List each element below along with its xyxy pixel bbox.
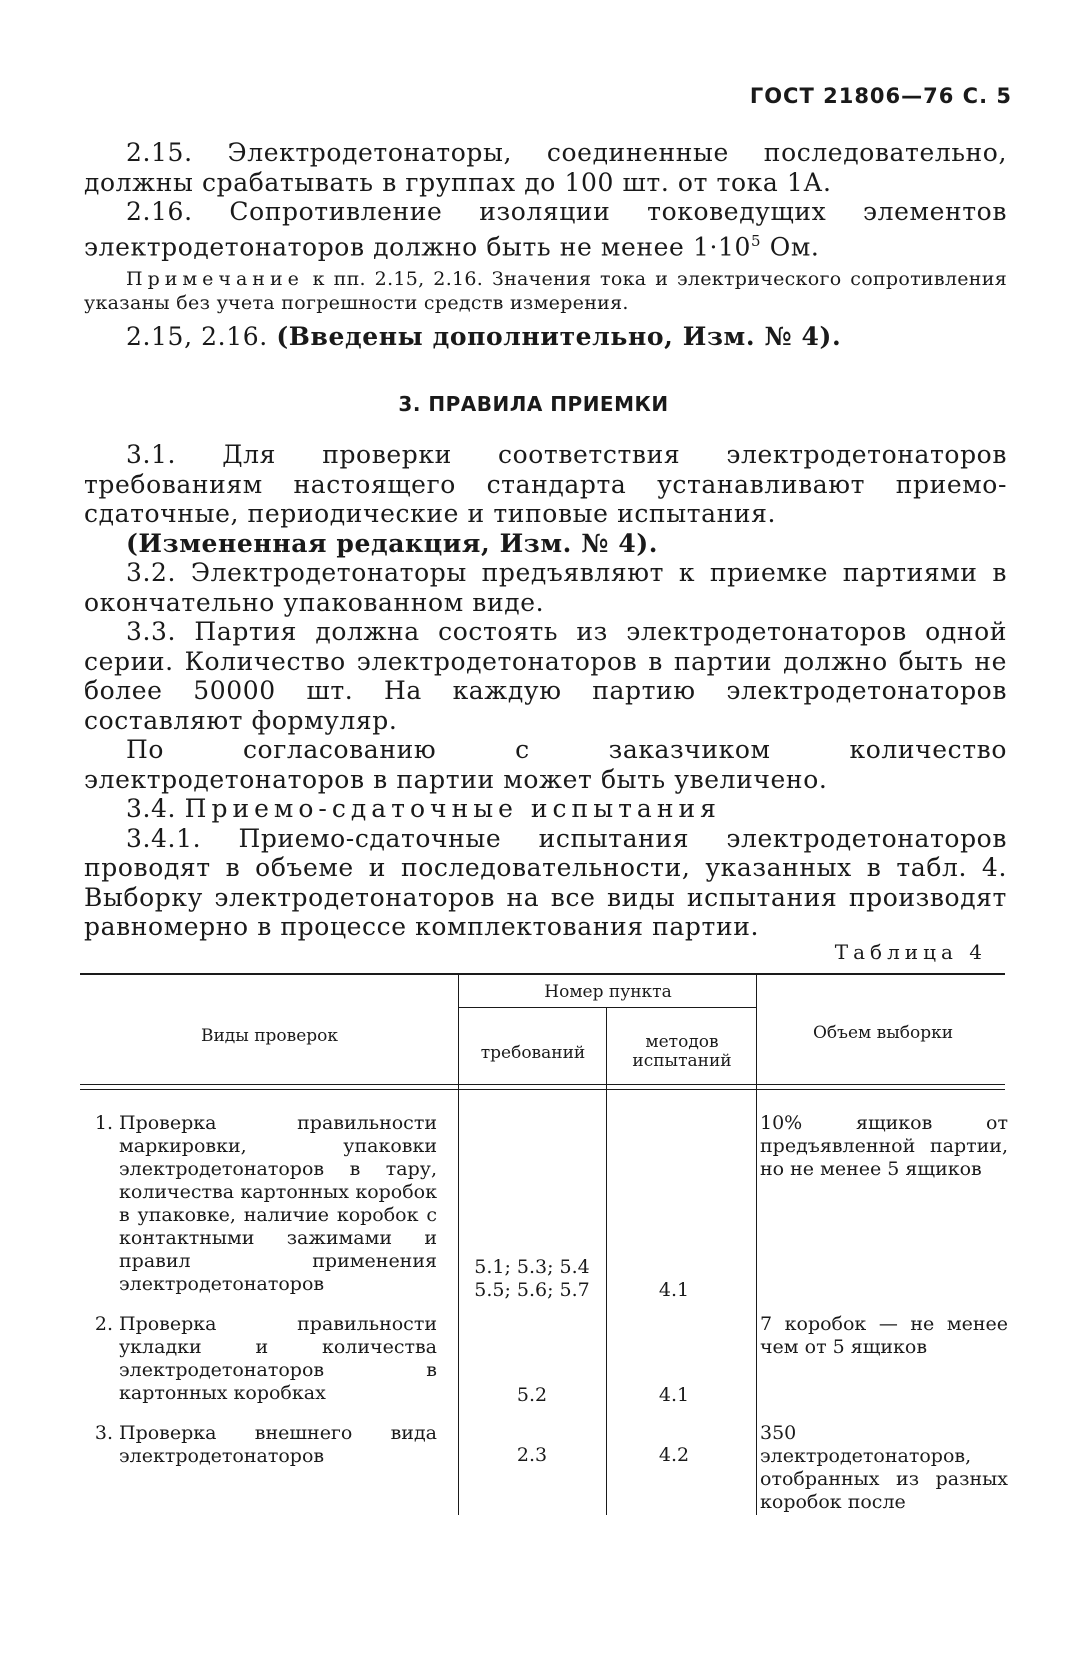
- table-row-3-method: 4.2: [658, 1444, 690, 1466]
- table-row-2-requirements: 5.2: [516, 1384, 548, 1406]
- page-header: ГОСТ 21806—76 С. 5: [749, 84, 1012, 108]
- table-row-3-requirements: 2.3: [516, 1444, 548, 1466]
- section-heading-3: 3. ПРАВИЛА ПРИЕМКИ: [398, 392, 669, 416]
- clause-3-4-1: 3.4.1. Приемо-сдаточные испытания электродетонаторов проводят в объеме и последовательности, указанных в табл. 4. Выборку электродетонаторов на все виды испытания производят равномерно в процессе комплектования партии.: [84, 823, 1007, 941]
- header-bottom-rule-1: [80, 1084, 1005, 1085]
- table-row-2-type: 2. Проверка правильности укладки и количества электродетонаторов в картонных коробках: [94, 1313, 437, 1404]
- clause-3-3-agreement: По согласованию с заказчиком количество электродетонаторов в партии может быть увеличено.: [84, 735, 1007, 794]
- amendment-2-15-2-16: 2.15, 2.16. (Введены дополнительно, Изм. № 4).: [126, 322, 842, 351]
- col-divider-1: [458, 975, 459, 1515]
- subheader-rule: [459, 1007, 757, 1008]
- col-divider-2: [606, 1008, 607, 1515]
- clause-3-2: 3.2. Электродетонаторы предъявляют к приемке партиями в окончательно упакованном виде.: [84, 558, 1007, 617]
- note-text: к пп. 2.15, 2.16. Значения тока и электрического сопротивления указаны без учета погрешности средств измерения.: [84, 268, 1007, 314]
- header-bottom-rule-2: [80, 1089, 1005, 1090]
- table-row-3-type: 3. Проверка внешнего вида электродетонаторов: [94, 1422, 437, 1467]
- table-top-rule: [80, 973, 1005, 975]
- clause-2-15: 2.15. Электродетонаторы, соединенные последовательно, должны срабатывать в группах до 100 шт. от тока 1А.: [84, 138, 1007, 197]
- clause-3-1: 3.1. Для проверки соответствия электродетонаторов требованиям настоящего стандарта устанавливают приемо-сдаточные, периодические и типовые испытания.: [84, 440, 1007, 528]
- note-label: Примечание: [126, 268, 304, 290]
- note-2-15-2-16: [84, 267, 1007, 315]
- col-divider-3: [756, 975, 757, 1515]
- clause-3-1-amendment: (Измененная редакция, Изм. № 4).: [126, 528, 659, 558]
- table-row-1-requirements: 5.1; 5.3; 5.4 5.5; 5.6; 5.7: [474, 1256, 590, 1301]
- header-methods: методов испытаний: [632, 1032, 732, 1071]
- header-sample-size: Объем выборки: [812, 1023, 954, 1043]
- table-row-1-type: 1. Проверка правильности маркировки, упаковки электродетонаторов в тару, количества картонных коробок в упаковке, наличие коробок с контактными зажимами и правил применения электродетонаторов: [94, 1112, 437, 1295]
- header-requirements: требований: [480, 1043, 586, 1063]
- clause-3-4: 3.4. Приемо-сдаточные испытания: [126, 794, 721, 823]
- header-types: Виды проверок: [200, 1026, 339, 1046]
- clause-3-3: 3.3. Партия должна состоять из электродетонаторов одной серии. Количество электродетонаторов в партии должно быть не более 50000 шт. На каждую партию электродетонаторов составляют формуляр.: [84, 617, 1007, 735]
- table-row-1-method: 4.1: [658, 1279, 690, 1301]
- table-row-3-sample: 350 электродетонаторов, отобранных из разных коробок после: [760, 1422, 1008, 1513]
- table-row-2-sample: 7 коробок — не менее чем от 5 ящиков: [760, 1313, 1008, 1358]
- section-3-body: [84, 440, 1007, 942]
- table-row-1-sample: 10% ящиков от предъявленной партии, но не менее 5 ящиков: [760, 1112, 1008, 1180]
- clause-2-15-2-16: [84, 138, 1007, 261]
- header-clause-number: Номер пункта: [544, 982, 672, 1002]
- table-caption: Таблица 4: [834, 940, 987, 964]
- table-row-2-method: 4.1: [658, 1384, 690, 1406]
- clause-2-16: 2.16. Сопротивление изоляции токоведущих элементов электродетонаторов должно быть не менее $1\cdot 10^5$ Ом.: [84, 197, 1007, 261]
